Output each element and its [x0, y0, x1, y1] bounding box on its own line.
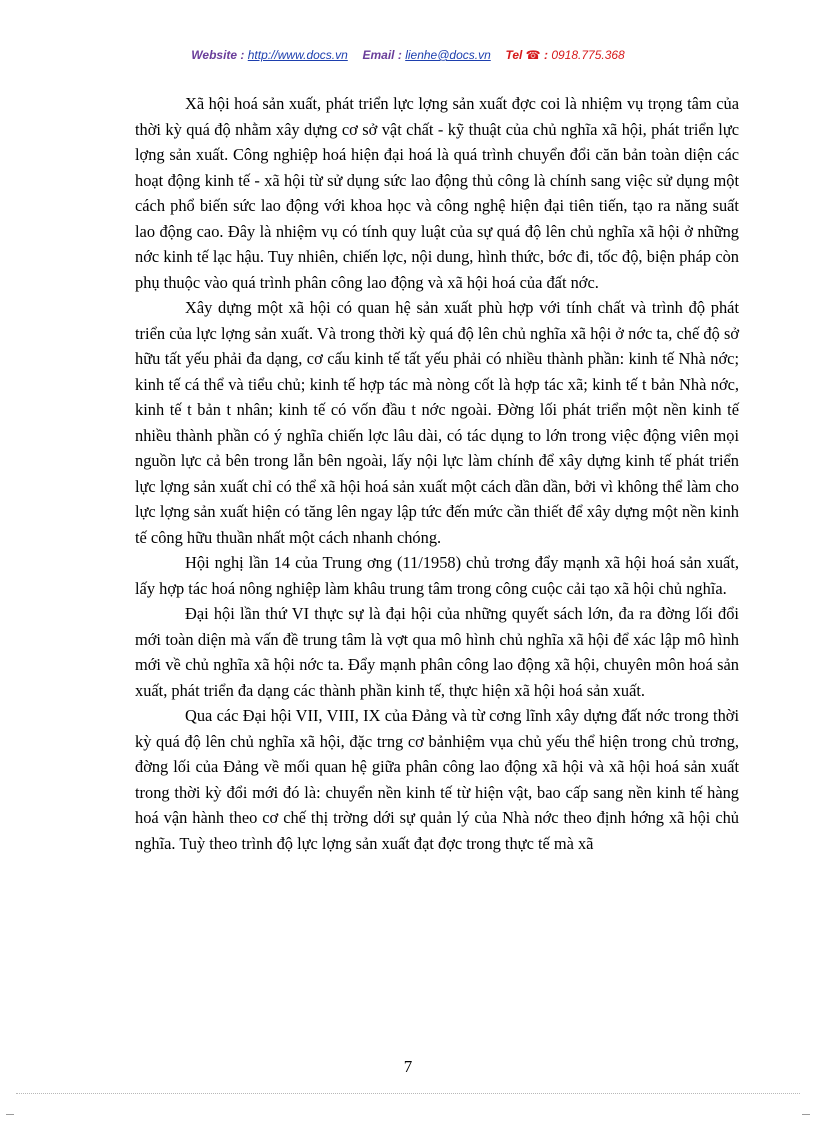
paragraph: Hội nghị lần 14 của Trung ơng (11/1958) chủ trơng đẩy mạnh xã hội hoá sản xuất, lấy hợp tác hoá nông nghiệp làm khâu trung tâm trong công cuộc cải tạo xã hội chủ nghĩa. [135, 553, 739, 598]
paragraph: Xây dựng một xã hội có quan hệ sản xuất phù hợp với tính chất và trình độ phát triển của lực lợng sản xuất. Và trong thời kỳ quá độ lên chủ nghĩa xã hội ở nớc ta, chế độ sở hữu tất yếu phải đa dạng, cơ cấu kinh tế tất yếu phải có nhiều thành phần: kinh tế Nhà nớc; kinh tế cá thể và tiểu chủ; kinh tế hợp tác mà nòng cốt là hợp tác xã; kinh tế t bản Nhà nớc, kinh tế t bản t nhân; kinh tế có vốn đầu t nớc ngoài. Đờng lối phát triển một nền kinh tế nhiều thành phần có ý nghĩa chiến lợc lâu dài, có tác dụng to lớn trong việc động viên mọi nguồn lực cả bên trong lẫn bên ngoài, lấy nội lực làm chính để xây dựng kinh tế phát triển lực lợng sản xuất chỉ có thể xã hội hoá sản xuất một cách dần dần, bởi vì không thể làm cho lực lợng sản xuất hiện có tăng lên ngay lập tức đến mức cần thiết để xây dựng một nền kinh tế công hữu thuần nhất một cách nhanh chóng. [135, 298, 739, 547]
paragraph: Đại hội lần thứ VI thực sự là đại hội của những quyết sách lớn, đa ra đờng lối đổi mới toàn diện mà vấn đề trung tâm là vợt qua mô hình chủ nghĩa xã hội để xác lập mô hình mới về chủ nghĩa xã hội nớc ta. Đẩy mạnh phân công lao động xã hội, chuyên môn hoá sản xuất, phát triển đa dạng các thành phần kinh tế, thực hiện xã hội hoá sản xuất. [135, 604, 739, 700]
paragraph: Xã hội hoá sản xuất, phát triển lực lợng sản xuất đợc coi là nhiệm vụ trọng tâm của thời kỳ quá độ nhằm xây dựng cơ sở vật chất - kỹ thuật của chủ nghĩa xã hội, phát triển lực lợng sản xuất. Công nghiệp hoá hiện đại hoá là quá trình chuyển đổi căn bản toàn diện các hoạt động kinh tế - xã hội từ sử dụng sức lao động thủ công là chính sang việc sử dụng một cách phổ biến sức lao động với khoa học và công nghệ hiện đại tiên tiến, tạo ra năng suất lao động cao. Đây là nhiệm vụ có tính quy luật của sự quá độ lên chủ nghĩa xã hội ở những nớc kinh tế lạc hậu. Tuy nhiên, chiến lợc, nội dung, hình thức, bớc đi, tốc độ, biện pháp còn phụ thuộc vào quá trình phân công lao động và xã hội hoá của đất nớc. [135, 94, 739, 292]
email-link[interactable]: lienhe@docs.vn [405, 48, 491, 62]
phone-number: 0918.775.368 [551, 48, 625, 62]
page-bottom-divider [16, 1093, 800, 1094]
tel-label: Tel ☎ : [505, 48, 548, 62]
website-label: Website : [191, 48, 245, 62]
website-link[interactable]: http://www.docs.vn [247, 48, 348, 62]
email-label: Email : [362, 48, 402, 62]
corner-mark [802, 1114, 810, 1123]
page-number: 7 [403, 1057, 413, 1076]
corner-mark [6, 1114, 14, 1123]
page-header [0, 48, 816, 62]
paragraph: Qua các Đại hội VII, VIII, IX của Đảng và từ cơng lĩnh xây dựng đất nớc trong thời kỳ quá độ lên chủ nghĩa xã hội, đặc trng cơ bảnhiệm vụa chủ yếu thể hiện trong chủ trơng, đờng lối của Đảng về mối quan hệ giữa phân công lao động xã hội và xã hội hoá sản xuất trong thời kỳ đổi mới đó là: chuyển nền kinh tế từ hiện vật, bao cấp sang nền kinh tế hàng hoá vận hành theo cơ chế thị trờng dới sự quản lý của Nhà nớc theo định hớng xã hội chủ nghĩa. Tuỳ theo trình độ lực lợng sản xuất đạt đợc trong thực tế mà xã [135, 706, 739, 853]
document-body [135, 91, 739, 855]
